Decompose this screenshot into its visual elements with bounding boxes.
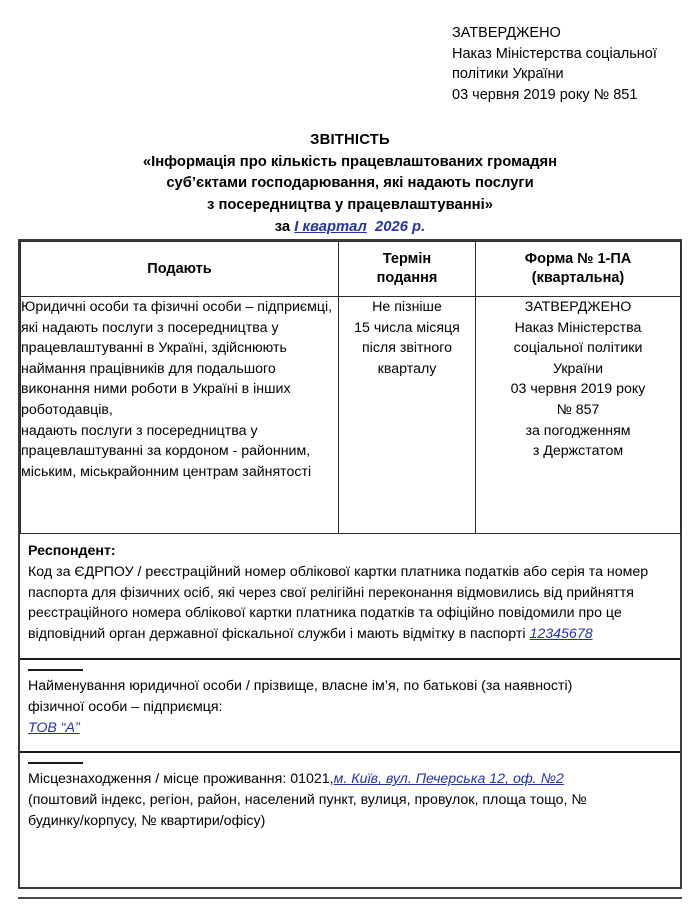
submitters-cell — [21, 297, 339, 534]
table-header-deadline — [339, 242, 476, 297]
deadline-cell — [339, 297, 476, 534]
form-header-line-2: (квартальна) — [531, 270, 625, 286]
form-approval-line-8: з Держстатом — [532, 443, 624, 460]
address-section — [20, 769, 680, 831]
deadline-line-2: 15 числа місяця — [354, 319, 460, 336]
period-prefix-label: за — [274, 219, 291, 235]
form-approval-cell — [476, 297, 681, 534]
respondent-section — [20, 534, 680, 645]
respondent-description-text: Код за ЄДРПОУ / реєстраційний номер облікової картки платника податків або серія та номер паспорта для фізичних осіб, які через свої релігійні переконання відмовились від прийняття реєстраційного номера облікової картки платника податків та офіційно повідомили про це відповідний орган державної фіскальної служби і мають відмітку в паспорті — [28, 563, 649, 643]
approval-block — [452, 23, 657, 105]
approval-line-1: ЗАТВЕРДЖЕНО — [452, 25, 561, 41]
form-approval-line-2: Наказ Міністерства — [514, 319, 642, 336]
deadline-line-1: Не пізніше — [372, 299, 442, 315]
period-year-value[interactable]: 2026 р. — [375, 219, 426, 235]
submitters-paragraph-1: Юридичні особи та фізичні особи – підприємці, які надають послуги з посередництва у працевлаштуванні в Україні, здійснюють наймання працівників для подальшого виконання ними роботи в Україні в інших роботодавців, — [21, 299, 333, 418]
form-approval-line-5: 03 червня 2019 року — [510, 381, 646, 398]
address-hint-line-2: будинку/корпусу, № квартири/офісу) — [28, 812, 266, 829]
table-header-who: Подають — [21, 242, 339, 297]
respondent-description — [28, 562, 673, 645]
entity-description-line-2: фізичної особи – підприємця: — [28, 698, 223, 715]
deadline-header-line-2: подання — [376, 270, 438, 286]
report-heading: ЗВІТНІСТЬ — [310, 132, 390, 148]
table-header-row — [21, 242, 681, 297]
report-title-line-2: суб’єктами господарювання, які надають послуги — [166, 175, 534, 191]
report-title-line-1: «Інформація про кількість працевлаштованих громадян — [142, 153, 558, 170]
report-title-line-3: з посередництва у працевлаштуванні» — [207, 196, 493, 213]
approval-line-2: Наказ Міністерства соціальної — [452, 45, 657, 62]
entity-section — [20, 676, 680, 738]
deadline-line-4: кварталу — [377, 360, 437, 377]
address-main-line — [28, 769, 673, 790]
form-approval-line-1: ЗАТВЕРДЖЕНО — [524, 299, 632, 315]
table-body-row — [21, 297, 681, 534]
address-postal-code: 01021, — [290, 771, 334, 788]
document-title-block — [0, 130, 700, 239]
entity-name-value[interactable]: ТОВ “А” — [28, 719, 80, 736]
form-header-line-1: Форма № 1-ПА — [524, 251, 632, 267]
approval-line-3: політики України — [452, 66, 564, 82]
form-approval-line-6: № 857 — [556, 401, 600, 418]
period-quarter-value[interactable]: I квартал — [294, 219, 367, 235]
spacer-before-entity-stub — [20, 660, 680, 669]
address-hint-line-1: (поштовий індекс, регіон, район, населений пункт, вулиця, провулок, площа тощо, № — [28, 792, 587, 809]
submission-info-table — [20, 241, 681, 534]
respondent-label: Респондент: — [28, 543, 116, 559]
table-header-form — [476, 242, 681, 297]
form-body-box — [18, 239, 682, 889]
reporting-period — [0, 217, 700, 239]
approval-line-4: 03 червня 2019 року № 851 — [452, 86, 638, 103]
spacer-before-address-stub — [20, 753, 680, 762]
deadline-line-3: після звітного — [361, 340, 452, 357]
address-value[interactable]: м. Київ, вул. Печерська 12, оф. №2 — [333, 771, 564, 788]
form-approval-line-7: за погодженням — [525, 422, 631, 439]
form-approval-line-4: України — [552, 360, 604, 377]
address-label: Місцезнаходження / місце проживання: — [28, 771, 287, 788]
submitters-paragraph-2: надають послуги з посередництва у працевлаштуванні за кордоном - районним, міським, міськрайонним центрам зайнятості — [21, 422, 312, 480]
spacer-after-respondent — [20, 645, 680, 658]
entity-description-line-1: Найменування юридичної особи / прізвище, власне ім’я, по батькові (за наявності) — [28, 677, 573, 694]
page-bottom-rule — [18, 897, 682, 899]
deadline-header-line-1: Термін — [382, 251, 432, 267]
respondent-code-value[interactable]: 12345678 — [529, 626, 593, 643]
spacer-after-entity — [20, 738, 680, 751]
form-approval-line-3: соціальної політики — [513, 340, 643, 357]
